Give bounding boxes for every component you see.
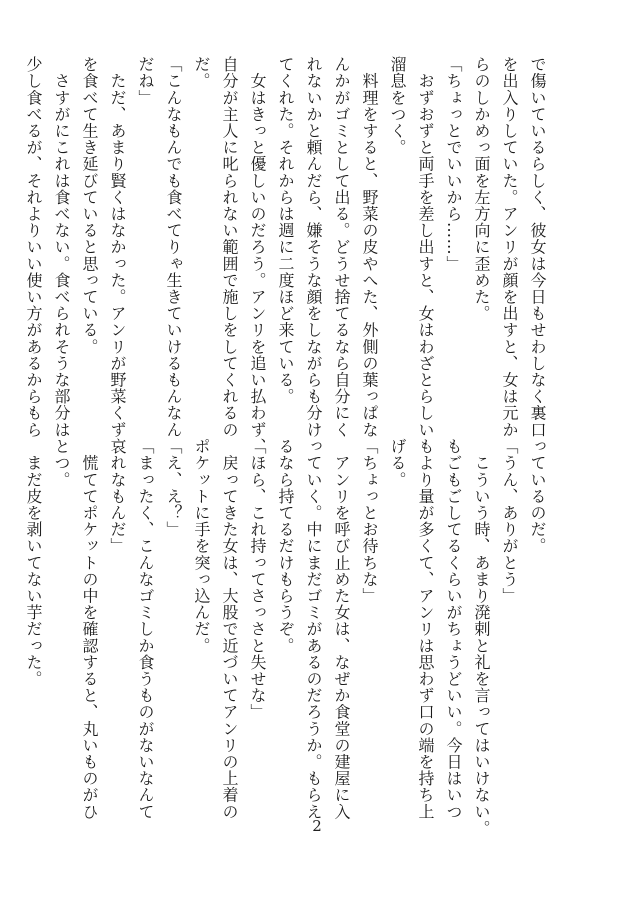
text-line: で傷いているらしく、彼女は今日もせわしなく裏口 (528, 56, 547, 438)
text-line: てくれた。それからは週に二度ほど来ている。 (276, 56, 295, 405)
text-line: 溜息をつく。 (388, 56, 407, 156)
text-line: 「え、え？」 (164, 438, 183, 538)
text-line: るなら持てるだけもらうぞ。 (276, 438, 295, 654)
text-line: 自分が主人に叱られない範囲で施しをしてくれるの (220, 56, 239, 438)
text-line: 慌ててポケットの中を確認すると、丸いものがひ (80, 438, 99, 820)
text-line: げる。 (388, 438, 407, 488)
text-line: もごもごしてるくらいがちょうどいい。今日はいつ (444, 438, 463, 820)
text-line: 少し食べるが、それよりいい使い方があるからもら (24, 56, 43, 438)
text-line: んかがゴミとして出る。どうせ捨てるなら自分にく (332, 56, 351, 438)
text-line: を食べて生き延びていると思っている。 (80, 56, 99, 355)
text-line: ポケットに手を突っ込んだ。 (192, 438, 211, 654)
text-line: 「うん、ありがとう」 (500, 438, 519, 604)
text-line: だね」 (136, 56, 155, 106)
text-line: っているのだ。 (528, 438, 547, 555)
text-line: らのしかめっ面を左方向に歪めた。 (472, 56, 491, 322)
text-block-bottom (24, 438, 551, 837)
text-line: もより量が多くて、アンリは思わず口の端を持ち上 (416, 438, 435, 820)
text-line: アンリを呼び止めた女は、なぜか食堂の建屋に入 (332, 438, 351, 820)
text-line: まだ皮を剥いてない芋だった。 (24, 438, 43, 687)
page-number: 2 (312, 817, 322, 835)
text-line: 料理をすると、野菜の皮やへた、外側の葉っぱな (360, 56, 379, 438)
text-line: を出入りしていた。アンリが顔を出すと、女は元か (500, 56, 519, 438)
text-line: 哀れなもんだ」 (108, 438, 127, 555)
text-line: ただ、あまり賢くはなかった。アンリが野菜くず (108, 56, 127, 438)
text-line: とつ。 (52, 438, 71, 488)
text-line: さすがにこれは食べない。食べられそうな部分は (52, 56, 71, 438)
text-line: 「ほら、これ持ってさっさと失せな」 (248, 438, 267, 721)
text-line: だ。 (192, 56, 211, 90)
text-line: 女はきっと優しいのだろう。アンリを追い払わず、 (248, 56, 267, 455)
text-line: 「ちょっとでいいから……」 (444, 56, 463, 272)
text-line: れないかと頼んだら、嫌そうな顔をしながらも分け (304, 56, 323, 438)
text-line: おずおずと両手を差し出すと、女はわざとらしい (416, 56, 435, 438)
text-line: こういう時、あまり溌剌と礼を言ってはいけない。 (472, 438, 491, 837)
text-line: 「まったく、こんなゴミしか食うものがないなんて (136, 438, 155, 820)
text-line: 「ちょっとお待ちな」 (360, 438, 379, 604)
text-block-top (24, 56, 551, 455)
text-line: 「こんなもんでも食べてりゃ生きていけるもんなん (164, 56, 183, 438)
text-line: っていく。中にまだゴミがあるのだろうか。もらえ (304, 438, 323, 820)
text-line: 戻ってきた女は、大股で近づいてアンリの上着の (220, 438, 239, 820)
